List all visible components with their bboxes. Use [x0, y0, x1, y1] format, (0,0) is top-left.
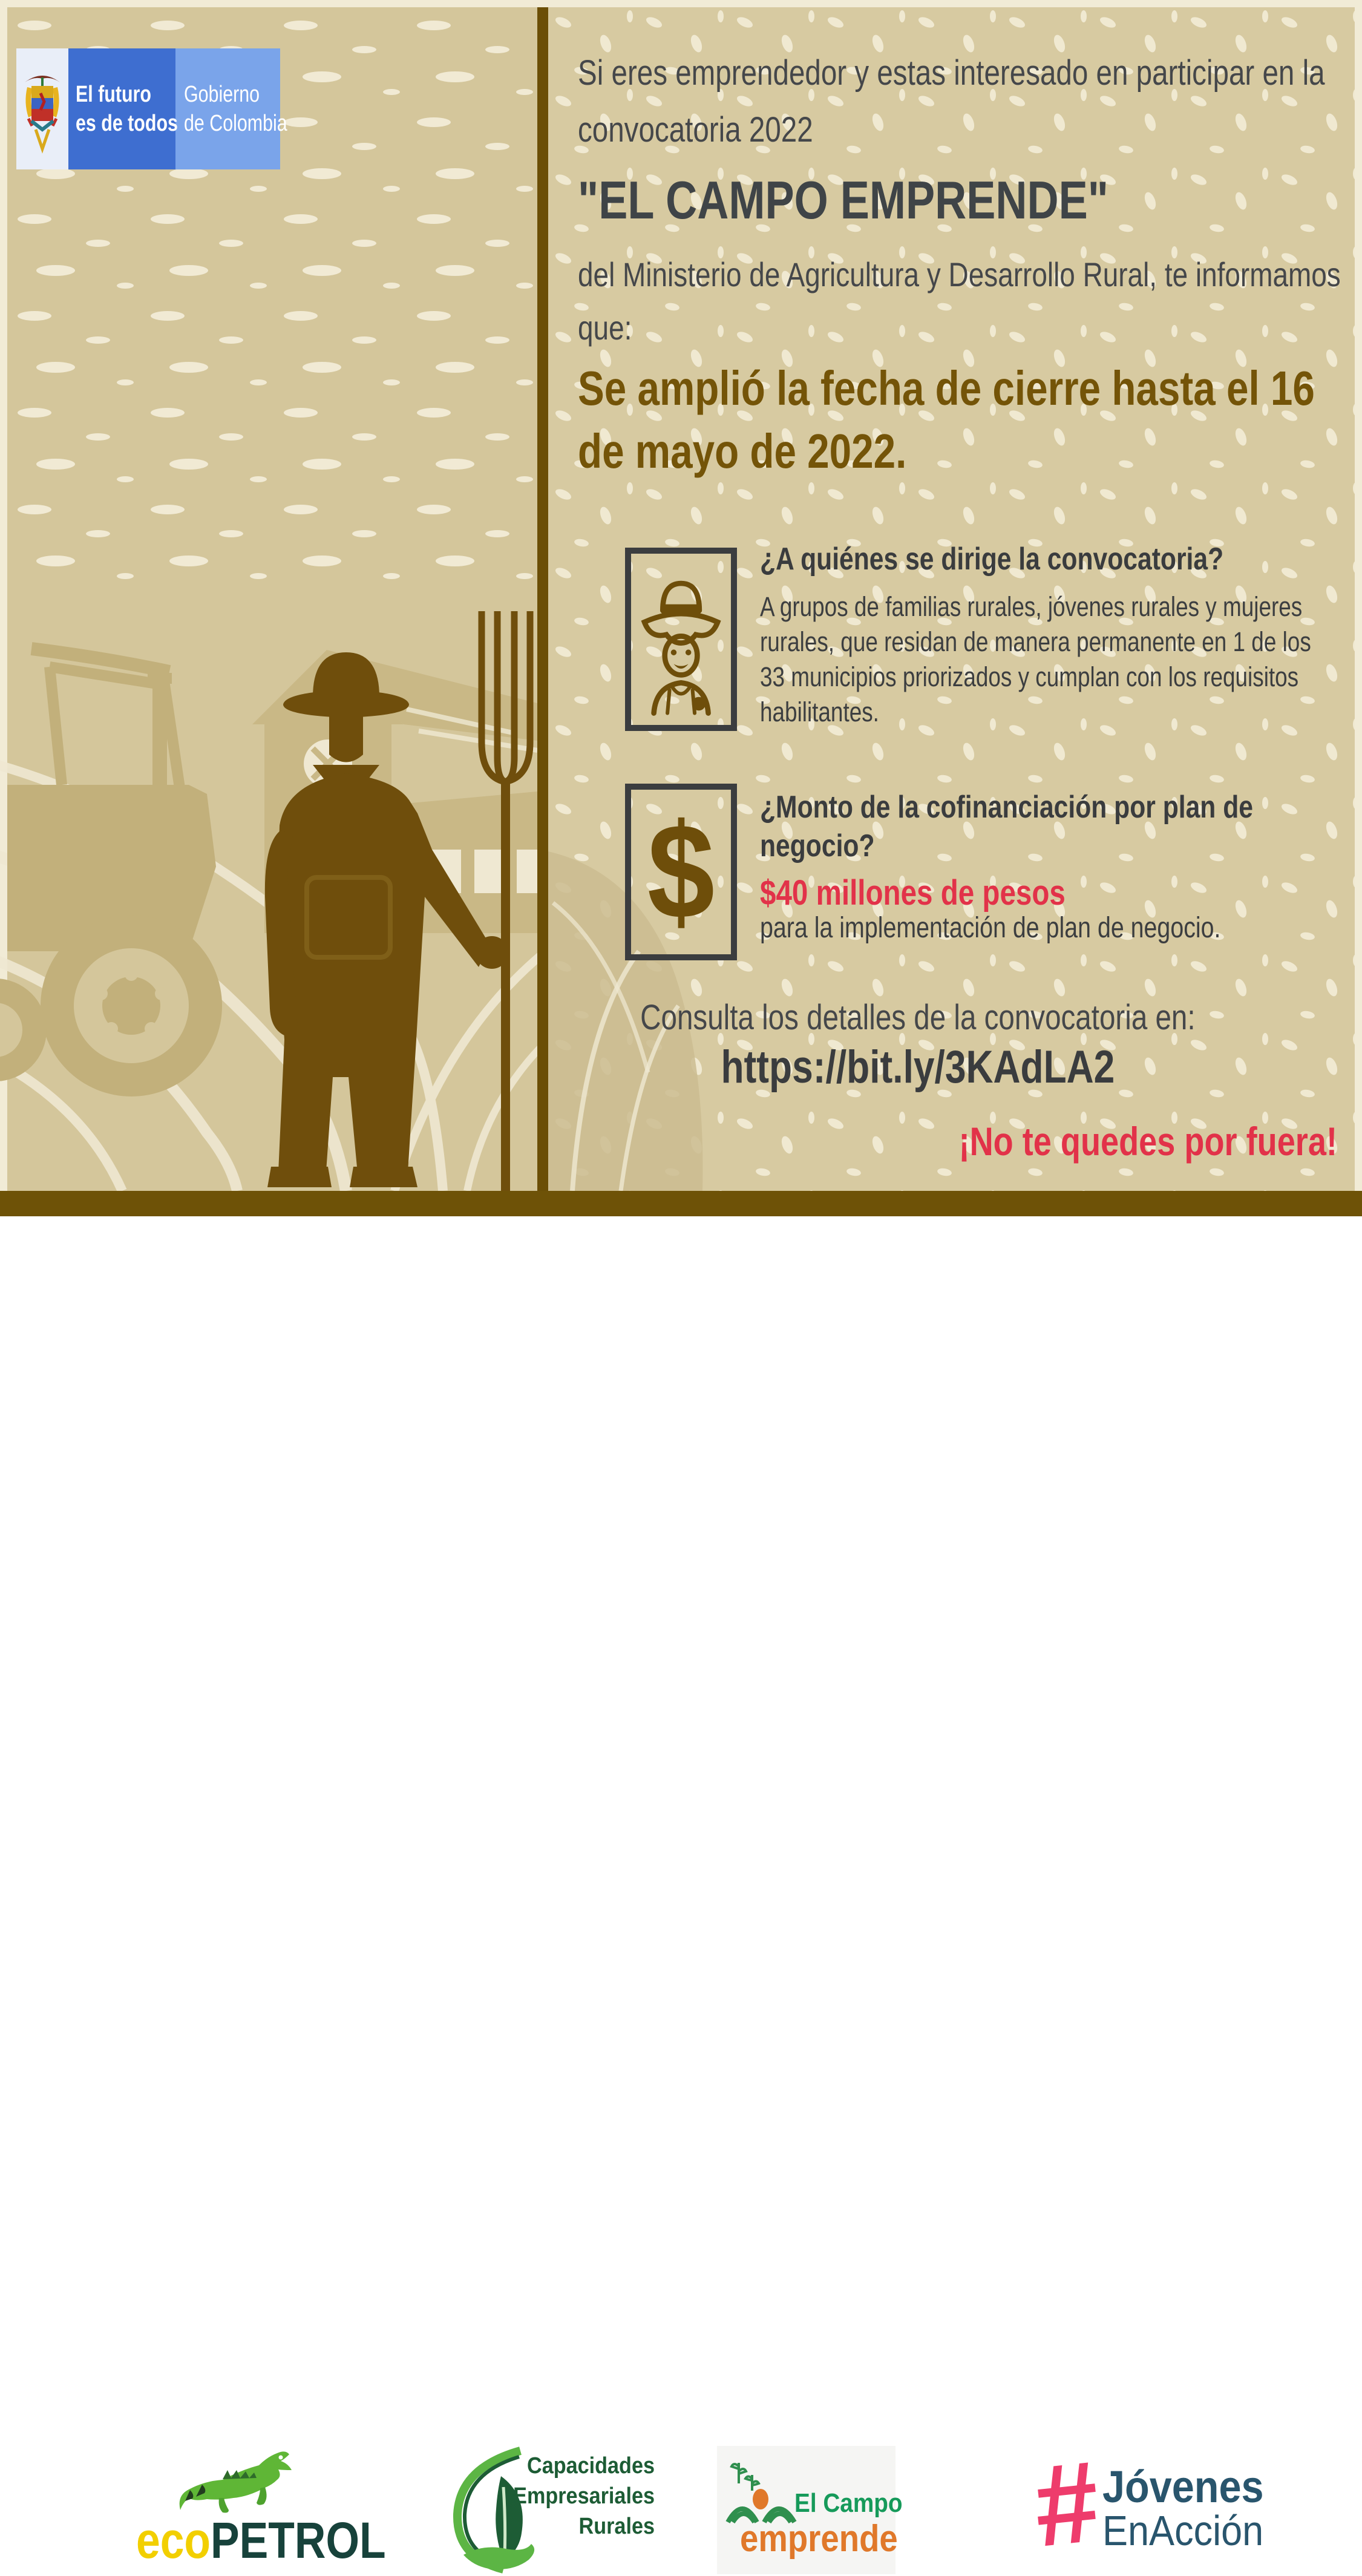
gov-tagline-line2: es de todos: [76, 111, 178, 136]
gov-entity-line1: Gobierno: [184, 82, 260, 107]
el-campo-emprende-logo: [717, 2446, 903, 2574]
hashtag-icon: #: [1028, 2437, 1105, 2571]
dollar-icon: $: [647, 796, 715, 948]
farm-illustration: [7, 7, 537, 1191]
brown-separator-bar: [0, 1191, 1362, 1216]
campo-wordmark-line2: emprende: [740, 2518, 898, 2560]
gov-tagline-line1: El futuro: [76, 82, 151, 107]
capacidades-rurales-logo: [448, 2440, 655, 2576]
gov-tagline-panel: [68, 48, 178, 169]
ecopetrol-logo: [136, 2440, 390, 2573]
iguana-icon: [172, 2445, 324, 2517]
gov-entity-panel: [175, 48, 287, 169]
left-illustration-panel: [7, 7, 537, 1191]
section1-body: A grupos de familias rurales, jóvenes rurales y mujeres rurales, que residan de manera permanente en 1 de los 33 municipios priorizados y cumplan con los requisitos habilitantes.: [760, 591, 1311, 727]
gobierno-colombia-logo: [16, 48, 287, 169]
intro-text: Si eres emprendedor y estas interesado en participar en la convocatoria 2022: [578, 53, 1325, 149]
tractor-silhouette: [0, 649, 222, 1096]
farmer-icon-box: [625, 548, 737, 731]
jovenes-wordmark-line1: Jóvenes: [1102, 2462, 1264, 2512]
ministry-text: del Ministerio de Agricultura y Desarrollo Rural, te informamos que:: [578, 255, 1341, 347]
vertical-divider: [537, 7, 548, 1191]
farm-field-icon: [725, 2454, 798, 2527]
deadline-text: Se amplió la fecha de cierre hasta el 16 de mayo de 2022.: [578, 361, 1315, 478]
section1-heading: ¿A quiénes se dirige la convocatoria?: [760, 542, 1224, 577]
section2-heading: ¿Monto de la cofinanciación por plan de negocio?: [760, 790, 1253, 864]
sponsors-footer: [0, 1216, 1362, 2571]
colombia-coat-of-arms-icon: [16, 48, 68, 169]
convocatoria-url[interactable]: https://bit.ly/3KAdLA2: [721, 1041, 1115, 1093]
section2-amount: $40 millones de pesos: [760, 873, 1066, 913]
campo-wordmark-line1: El Campo: [794, 2488, 903, 2518]
consulta-text: Consulta los detalles de la convocatoria en:: [640, 998, 1196, 1037]
gov-entity-line2: de Colombia: [184, 111, 287, 136]
program-title: "EL CAMPO EMPRENDE": [578, 170, 1108, 230]
farmer-avatar-icon: [633, 558, 730, 721]
jovenes-en-accion-logo: [1028, 2437, 1319, 2571]
closing-text: ¡No te quedes por fuera!: [958, 1119, 1337, 1164]
section2-body: para la implementación de plan de negocio.: [760, 912, 1221, 944]
capacidades-wordmark: Capacidades Empresariales Rurales: [513, 2453, 655, 2539]
content-panel: [548, 7, 1355, 1191]
dollar-icon-box: [625, 784, 737, 960]
jovenes-wordmark-line2: EnAcción: [1102, 2507, 1263, 2554]
ecopetrol-wordmark: ecoPETROL: [136, 2512, 386, 2569]
